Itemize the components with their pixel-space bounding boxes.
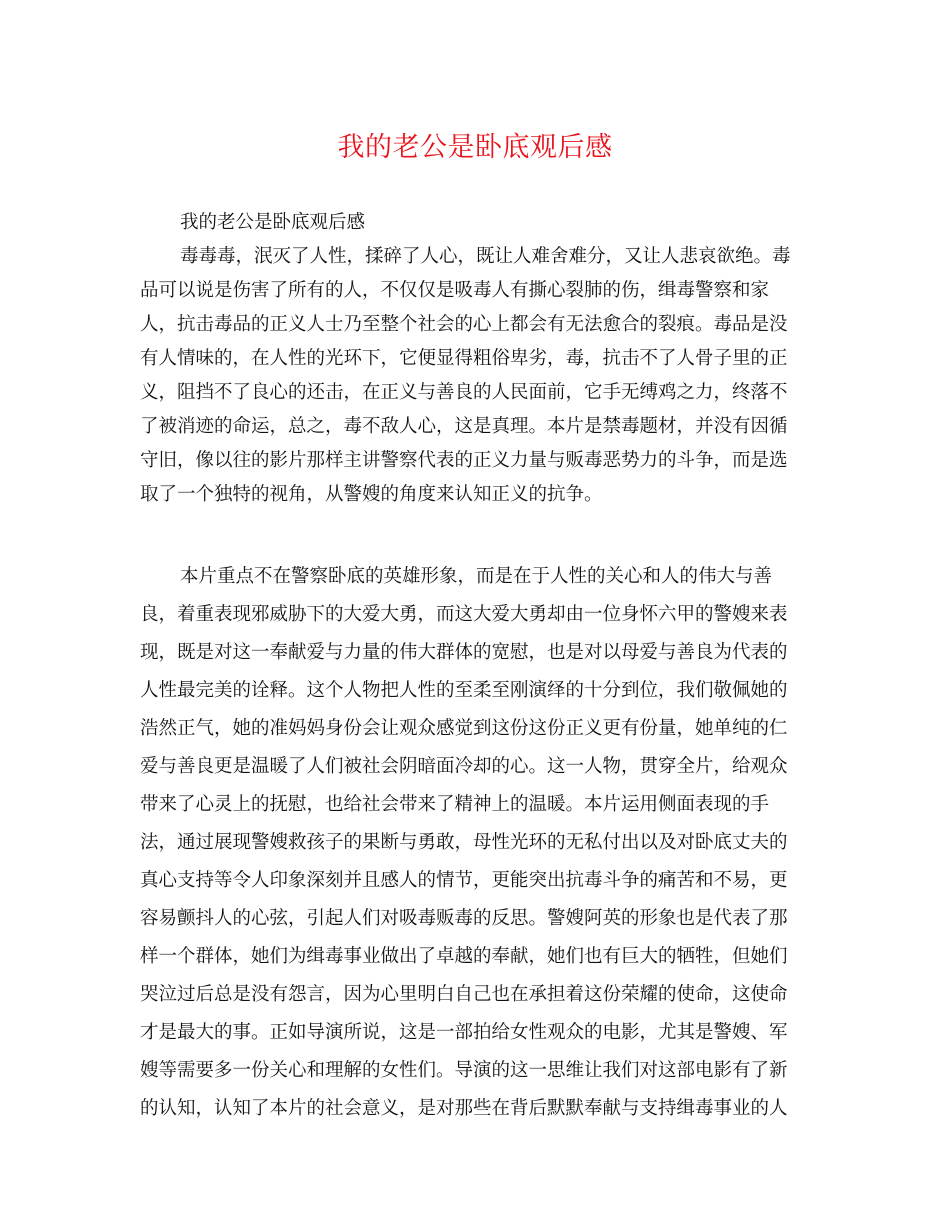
- paragraph-1-line: 毒毒毒，泯灭了人性，揉碎了人心，既让人难舍难分，又让人悲哀欲绝。毒: [180, 246, 791, 267]
- paragraph-2-line: 人性最完美的诠释。这个人物把人性的至柔至刚演绎的十分到位，我们敬佩她的: [140, 680, 788, 701]
- paragraph-2-line: 浩然正气，她的准妈妈身份会让观众感觉到这份这份正义更有份量，她单纯的仁: [140, 718, 788, 739]
- paragraph-2-line: 样一个群体，她们为缉毒事业做出了卓越的奉献，她们也有巨大的牺牲，但她们: [140, 946, 788, 967]
- paragraph-2-line: 法，通过展现警嫂救孩子的果断与勇敢，母性光环的无私付出以及对卧底丈夫的: [140, 832, 788, 853]
- paragraph-2-line: 哭泣过后总是没有怨言，因为心里明白自己也在承担着这份荣耀的使命，这使命: [140, 984, 788, 1005]
- paragraph-2-line: 带来了心灵上的抚慰，也给社会带来了精神上的温暖。本片运用侧面表现的手: [140, 794, 770, 815]
- paragraph-2-line: 良，着重表现邪威胁下的大爱大勇，而这大爱大勇却由一位身怀六甲的警嫂来表: [140, 604, 788, 625]
- paragraph-1-line: 取了一个独特的视角，从警嫂的角度来认知正义的抗争。: [140, 484, 603, 505]
- paragraph-1-line: 守旧，像以往的影片那样主讲警察代表的正义力量与贩毒恶势力的斗争，而是选: [140, 450, 788, 471]
- document-title: 我的老公是卧底观后感: [337, 132, 613, 163]
- paragraph-2-line: 嫂等需要多一份关心和理解的女性们。导演的这一思维让我们对这部电影有了新: [140, 1060, 788, 1081]
- paragraph-1-line: 了被消迹的命运，总之，毒不敌人心，这是真理。本片是禁毒题材，并没有因循: [140, 416, 788, 437]
- paragraph-1-line: 有人情味的，在人性的光环下，它便显得粗俗卑劣，毒，抗击不了人骨子里的正: [140, 348, 788, 369]
- paragraph-2-line: 真心支持等令人印象深刻并且感人的情节，更能突出抗毒斗争的痛苦和不易，更: [140, 870, 788, 891]
- paragraph-1-line: 人，抗击毒品的正义人士乃至整个社会的心上都会有无法愈合的裂痕。毒品是没: [140, 314, 788, 335]
- paragraph-2-line: 容易颤抖人的心弦，引起人们对吸毒贩毒的反思。警嫂阿英的形象也是代表了那: [140, 908, 788, 929]
- paragraph-1-line: 义，阻挡不了良心的还击，在正义与善良的人民面前，它手无缚鸡之力，终落不: [140, 382, 788, 403]
- paragraph-1-line: 品可以说是伤害了所有的人，不仅仅是吸毒人有撕心裂肺的伤，缉毒警察和家: [140, 280, 770, 301]
- paragraph-2-line: 才是最大的事。正如导演所说，这是一部拍给女性观众的电影，尤其是警嫂、军: [140, 1022, 788, 1043]
- paragraph-2-line: 爱与善良更是温暖了人们被社会阴暗面冷却的心。这一人物，贯穿全片，给观众: [140, 756, 788, 777]
- paragraph-2-line: 现，既是对这一奉献爱与力量的伟大群体的宽慰，也是对以母爱与善良为代表的: [140, 642, 788, 663]
- document-subtitle: 我的老公是卧底观后感: [180, 212, 366, 233]
- paragraph-2-line: 本片重点不在警察卧底的英雄形象，而是在于人性的关心和人的伟大与善: [180, 566, 773, 587]
- paragraph-2-line: 的认知，认知了本片的社会意义，是对那些在背后默默奉献与支持缉毒事业的人: [140, 1098, 788, 1119]
